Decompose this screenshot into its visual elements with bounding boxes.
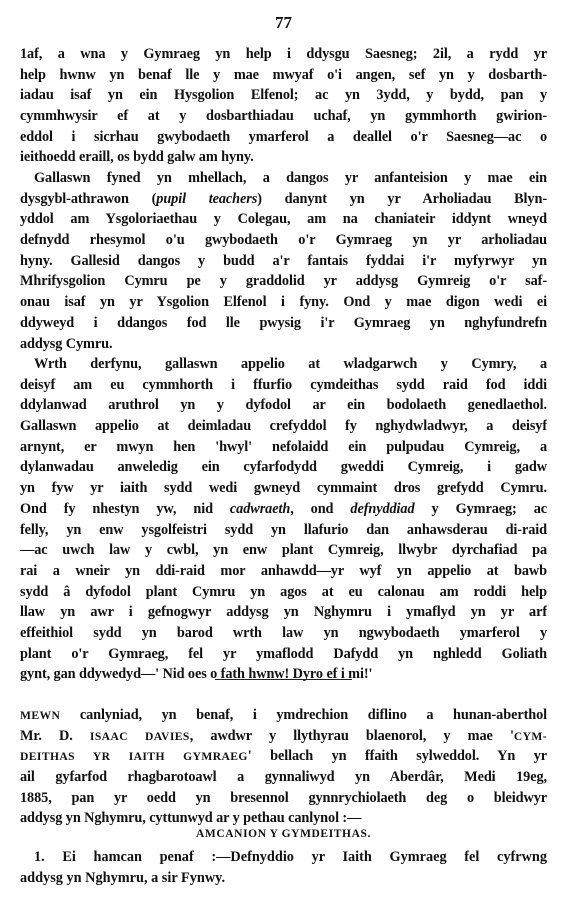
text-line: iadau isaf yn ein Hysgolion Elfenol; ac yn 3ydd, y bydd, pan y [20,87,547,104]
text-line: plant o'r Gymraeg, fel yr ymaflodd Dafydd yn nghledd Goliath [20,645,547,662]
text-line: gynt, gan ddywedyd—' Nid oes o fath hwnw! Dyro ef i mi!' [20,666,373,683]
paragraph-1 [20,44,547,168]
italic-phrase: pupil teachers [156,190,258,207]
text-line: yn fyw yr iaith sydd wedi gwneyd cymmaint dros grefydd Cymru. [20,480,547,497]
text-line: sydd â dyfodol plant Cymru yn agos at eu calonau am roddi help [20,583,547,600]
text-line: llaw yn awr i gefnogwyr addysg yn Nghymru i ymaflyd yn yr arf [20,604,547,621]
section-heading [20,826,547,842]
heading-text: AMCANION Y GYMDEITHAS. [196,828,371,840]
text-fragment: canlyniad, yn benaf, i ymdrechion diflino a hunan-aberthol [60,707,547,723]
document-page [20,0,547,918]
list-item [20,847,547,888]
text-line: 1885, pan yr oedd yn bresennol gynnrychiolaeth deg o bleidwyr [20,789,547,806]
text-line: cymmhwysir ef at y dosbarthiadau uchaf, yn gymmhorth gwirion- [20,108,547,125]
text-line: ddylanwad aruthrol yn y dyfodol ar ein bodolaeth genedlaethol. [20,397,547,414]
text-line: addysg Cymru. [20,335,113,352]
text-line-with-smallcaps [20,705,547,726]
italic-word: defnyddiad [350,500,415,517]
paragraph-3 [20,354,547,685]
paragraph-4 [20,705,547,829]
text-line: 1af, a wna y Gymraeg yn help i ddysgu Saesneg; 2il, a rydd yr [20,46,547,62]
text-line: help hwnw yn benaf lle y mae mwyaf o'i angen, sef yn y dosbarth- [20,66,547,83]
text-line-with-italic: Ond fy nhestyn yw, nid cadwraeth, ond defnyddiad y Gymraeg; ac [20,500,547,517]
text-line: addysg yn Nghymru, cyttunwyd ar y pethau canlynol :— [20,810,362,827]
text-fragment: , awdwr y llythyrau blaenorol, y mae ' [189,727,514,744]
section-divider [215,679,352,680]
text-line: felly, yn enw ysgolfeistri sydd yn llafurio dan anhawsderau di-raid [20,521,547,538]
text-line: Gallaswn fyned yn mhellach, a dangos yr anfanteision y mae ein [34,170,547,186]
text-line: eddol i sicrhau gwybodaeth ymarferol a deallel o'r Saesneg—ac o [20,128,547,145]
text-line: addysg yn Nghymru, a sir Fynwy. [20,869,226,886]
page-number: 77 [275,13,292,32]
text-line: Wrth derfynu, gallaswn appelio at wladgarwch y Cymry, a [34,356,547,372]
text-line: 1. Ei hamcan penaf :—Defnyddio yr Iaith Gymraeg fel cyfrwng [34,849,547,865]
paragraph-2 [20,168,547,354]
text-line: Mhrifysgolion Cymru pe y graddolid yr addysg Gymreig o'r saf- [20,273,547,290]
text-line: ieithoedd eraill, os bydd galw am hyny. [20,149,254,166]
text-line: dylanwadau anweledig ein cyfarfodydd gweddi Cymreig, i gadw [20,459,547,476]
text-line: arnynt, er mwyn hen 'hwyl' nefolaidd ein pulpudau Cymreig, a [20,438,547,455]
text-line-with-smallcaps [20,726,547,747]
text-line: onau isaf yn yr Ysgolion Elfenol i fyny. Ond y mae digon wedi ei [20,294,547,311]
society-name-part: DEITHAS YR IAITH GYMRAEG [20,750,248,764]
text-fragment: ' bellach yn ffaith sylweddol. Yn yr [247,748,547,765]
text-line: hyny. Gallesid dangos y budd a'r fantais fyddai i'r myfyrwyr yn [20,252,547,269]
text-line: —ac uwch law y cwbl, yn enw plant Cymreig, llwybr dyrchafiad pa [20,542,547,559]
text-line-with-italic: dysgybl-athrawon (pupil teachers) danynt yn yr Arholiadau Blyn- [20,190,547,207]
text-line: yddol am Ysgoloriaethau y Colegau, am na chaniateir iddynt wneyd [20,211,547,228]
text-line: effeithiol sydd yn barod wrth law yn ngwybodaeth ymarferol y [20,624,547,641]
author-name: ISAAC DAVIES [89,729,190,743]
text-line: defnydd rhesymol o'u gwybodaeth o'r Gymraeg yn yr arholiadau [20,232,547,249]
text-line: ddyweyd i ddangos fod lle pwysig i'r Gymraeg yn nghyfundrefn [20,314,547,331]
italic-word: cadwraeth [229,500,291,517]
text-line: rai a wneir yn ddi-raid mor anhawdd—yr wyf yn appelio at bawb [20,562,547,579]
text-line: ail gyfarfod rhagbarotoawl a gynnaliwyd yn Aberdâr, Medi 19eg, [20,769,547,786]
text-fragment: Mr. D. [20,727,90,744]
lead-word: MEWN [20,709,61,722]
society-name-part: CYM- [513,729,547,743]
text-line: Gallaswn appelio at deimladau crefyddol fy nghydwladwyr, a deisyf [20,418,547,435]
text-line: deisyf am eu cymmhorth i ffurfio cymdeithas sydd raid fod iddi [20,376,547,393]
text-line-with-smallcaps [20,746,547,767]
